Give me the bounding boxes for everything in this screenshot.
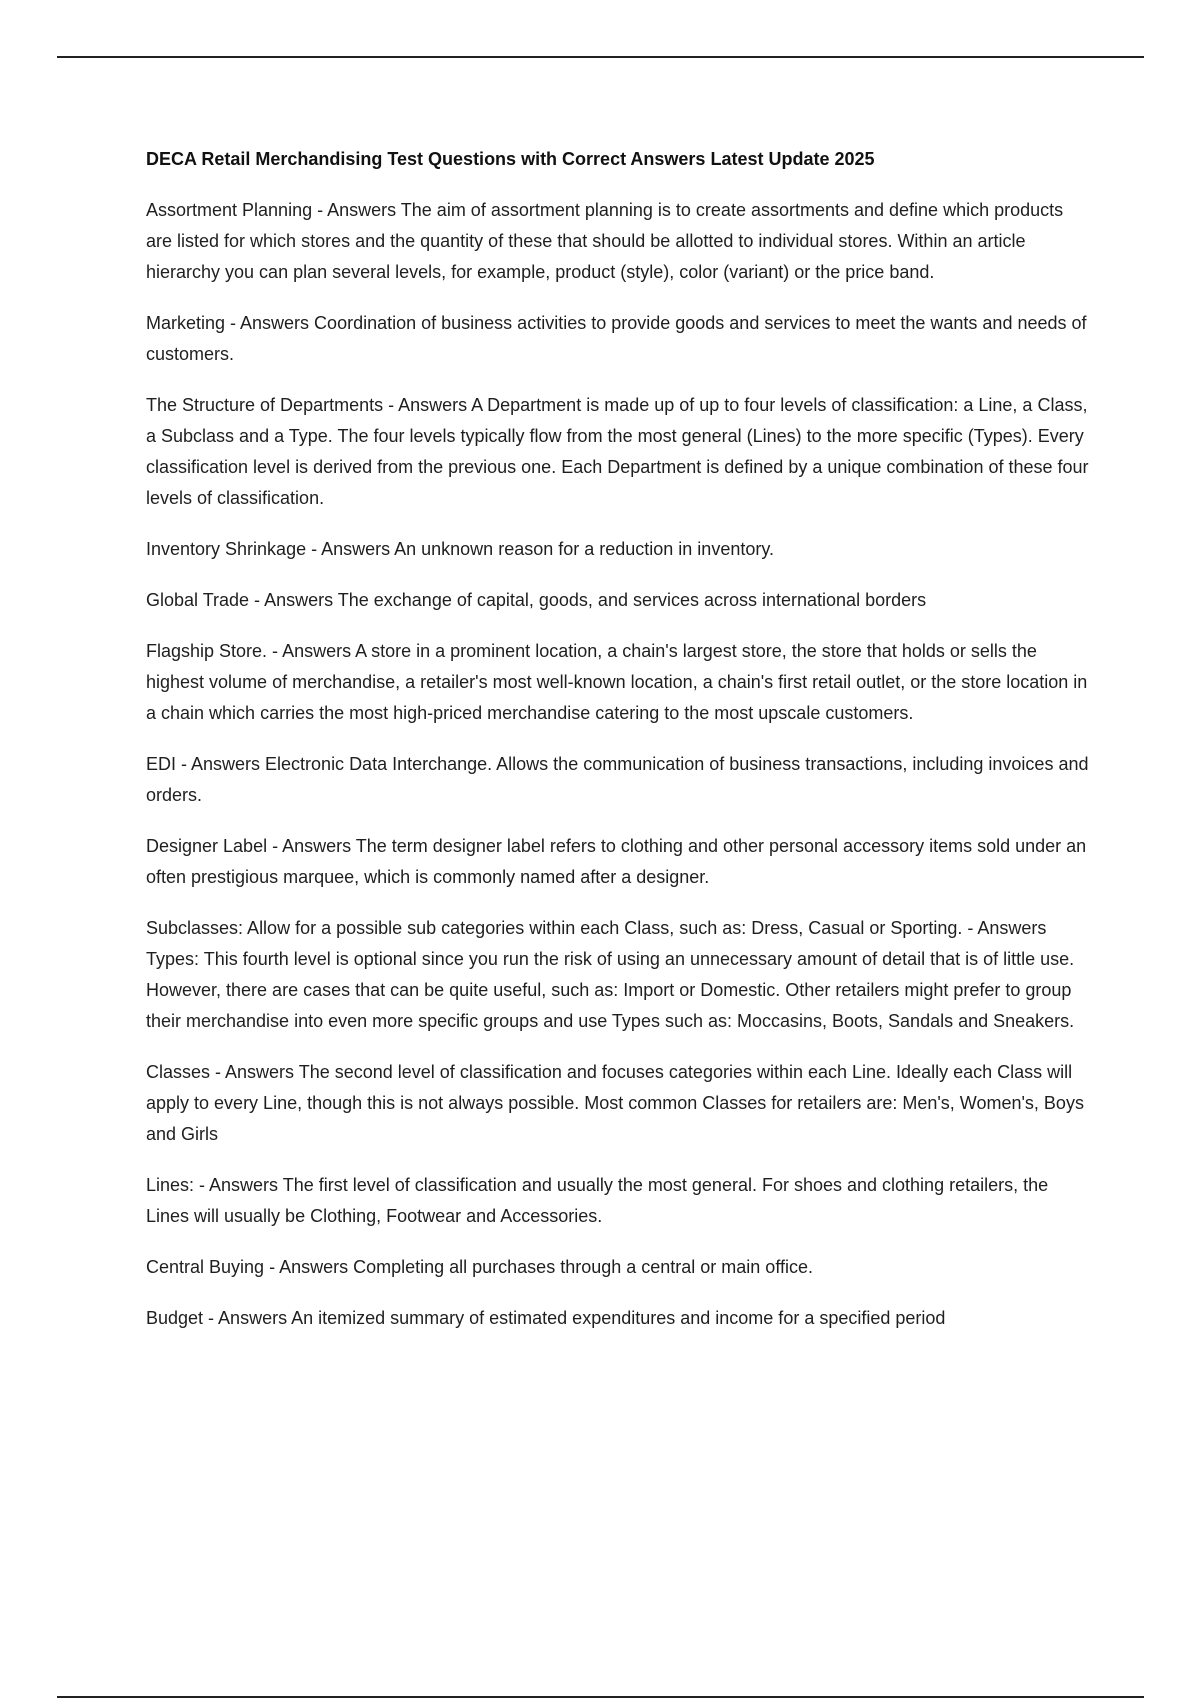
top-divider xyxy=(57,56,1144,58)
qa-entry-edi: EDI - Answers Electronic Data Interchange. Allows the communication of business transactions, including invoices and orders. xyxy=(146,754,1089,805)
qa-entry-budget: Budget - Answers An itemized summary of estimated expenditures and income for a specified period xyxy=(146,1308,946,1328)
qa-entry-subclasses: Subclasses: Allow for a possible sub categories within each Class, such as: Dress, Casual or Sporting. - Answers Types: This fourth level is optional since you run the risk of using an unnecessary amount of detail that is of little use. However, there are cases that can be quite useful, such as: Import or Domestic. Other retailers might prefer to group their merchandise into even more specific groups and use Types such as: Moccasins, Boots, Sandals and Sneakers. xyxy=(146,918,1075,1031)
qa-entry-classes: Classes - Answers The second level of classification and focuses categories within each Line. Ideally each Class will apply to every Line, though this is not always possible. Most common Classes for retailers are: Men's, Women's, Boys and Girls xyxy=(146,1062,1084,1144)
qa-entry-lines: Lines: - Answers The first level of classification and usually the most general. For shoes and clothing retailers, the Lines will usually be Clothing, Footwear and Accessories. xyxy=(146,1175,1049,1226)
qa-entry-central-buying: Central Buying - Answers Completing all purchases through a central or main office. xyxy=(146,1257,814,1277)
qa-entry-global-trade: Global Trade - Answers The exchange of capital, goods, and services across international borders xyxy=(146,590,927,610)
document-body xyxy=(146,145,1091,1354)
bottom-divider xyxy=(57,1696,1144,1698)
qa-entry-assortment-planning: Assortment Planning - Answers The aim of assortment planning is to create assortments and define which products are listed for which stores and the quantity of these that should be allotted to individual stores. Within an article hierarchy you can plan several levels, for example, product (style), color (variant) or the price band. xyxy=(146,200,1064,282)
qa-entry-flagship-store: Flagship Store. - Answers A store in a prominent location, a chain's largest store, the store that holds or sells the highest volume of merchandise, a retailer's most well-known location, a chain's first retail outlet, or the store location in a chain which carries the most high-priced merchandise catering to the most upscale customers. xyxy=(146,641,1088,723)
qa-entry-designer-label: Designer Label - Answers The term designer label refers to clothing and other personal accessory items sold under an often prestigious marquee, which is commonly named after a designer. xyxy=(146,836,1087,887)
qa-entry-marketing: Marketing - Answers Coordination of business activities to provide goods and services to meet the wants and needs of customers. xyxy=(146,313,1087,364)
qa-list xyxy=(146,195,1091,1334)
qa-entry-structure-of-departments: The Structure of Departments - Answers A Department is made up of up to four levels of classification: a Line, a Class, a Subclass and a Type. The four levels typically flow from the most general (Lines) to the more specific (Types). Every classification level is derived from the previous one. Each Department is defined by a unique combination of these four levels of classification. xyxy=(146,395,1089,508)
document-title: DECA Retail Merchandising Test Questions with Correct Answers Latest Update 2025 xyxy=(146,149,875,169)
qa-entry-inventory-shrinkage: Inventory Shrinkage - Answers An unknown reason for a reduction in inventory. xyxy=(146,539,775,559)
